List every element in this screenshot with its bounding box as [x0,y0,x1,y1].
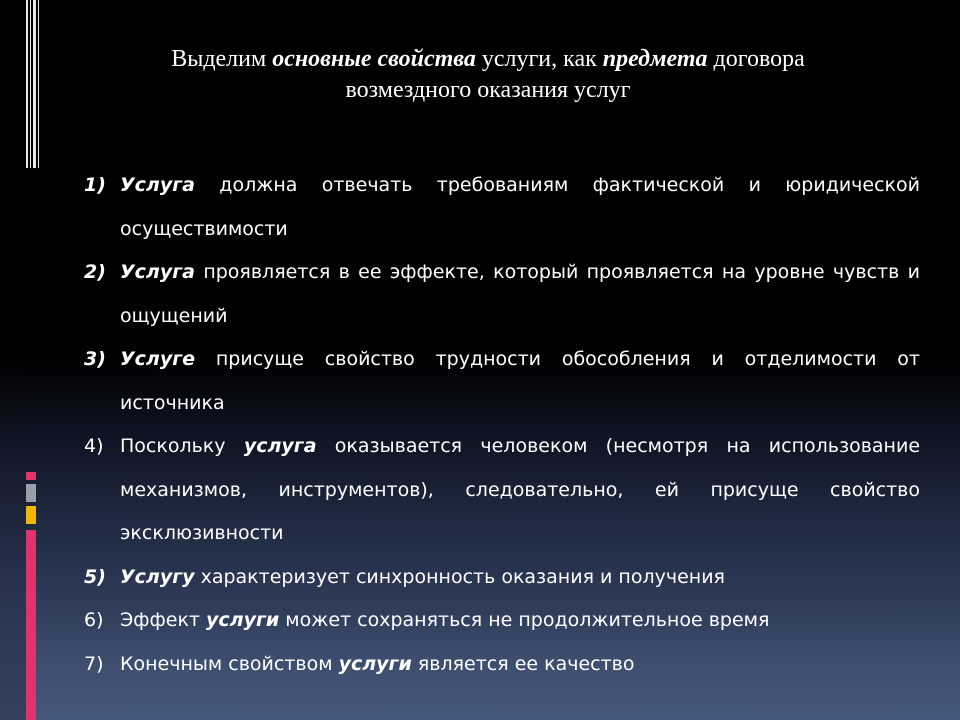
decorative-segment-pink [26,472,36,480]
decorative-color-stripe [26,472,36,720]
decorative-bar [26,0,28,168]
decorative-segment-yellow [26,506,36,524]
list-item-number: 3) [84,348,106,370]
list-item-number: 2) [84,261,106,283]
list-item-keyword: Услуга [120,174,195,196]
list-item-number: 4) [84,435,104,457]
list-item-number: 1) [84,174,106,196]
list-item-text: Поскольку услуга оказывается человеком (несмотря на использование механизмов, инструментов), следовательно, ей присуще свойство эксклюзивности [120,435,921,544]
list-item [84,251,920,338]
slide-title-line-2: возмездного оказания услуг [345,77,631,103]
list-item [84,643,920,687]
slide-title [90,44,886,106]
list-item-keyword: услуги [338,652,412,675]
list-item-keyword: Услугу [120,565,195,588]
properties-list [84,164,920,686]
decorative-bar [30,0,31,168]
list-item-keyword: Услуге [120,348,196,370]
list-item-text: Услугу характеризует синхронность оказания и получения [120,565,725,588]
list-item-text: Услуга проявляется в ее эффекте, который проявляется на уровне чувств и ощущений [120,261,920,327]
list-item-text: Услуге присуще свойство трудности обособления и отделимости от источника [120,348,920,414]
list-item-keyword: Услуга [120,261,195,283]
list-item [84,425,920,556]
list-item [84,338,920,425]
decorative-bar [38,0,39,168]
slide-edge-strip [0,0,26,720]
slide-title-line-1: Выделим основные свойства услуги, как предмета договора [171,46,805,72]
decorative-bar [33,0,36,168]
list-item [84,599,920,643]
list-item-keyword: услуга [243,435,317,457]
list-item-number: 5) [84,565,106,588]
decorative-segment-gray [26,484,36,502]
decorative-segment-pink-long [26,530,36,720]
list-item-text: Конечным свойством услуги является ее качество [120,652,635,675]
list-item [84,556,920,600]
list-item-keyword: услуги [206,609,280,631]
list-item [84,164,920,251]
list-item-number: 6) [84,609,104,631]
list-item-text: Услуга должна отвечать требованиям фактической и юридической осуществимости [120,174,920,240]
list-item-text: Эффект услуги может сохраняться не продолжительное время [120,609,770,631]
list-item-number: 7) [84,652,104,675]
decorative-bars-top [26,0,40,168]
